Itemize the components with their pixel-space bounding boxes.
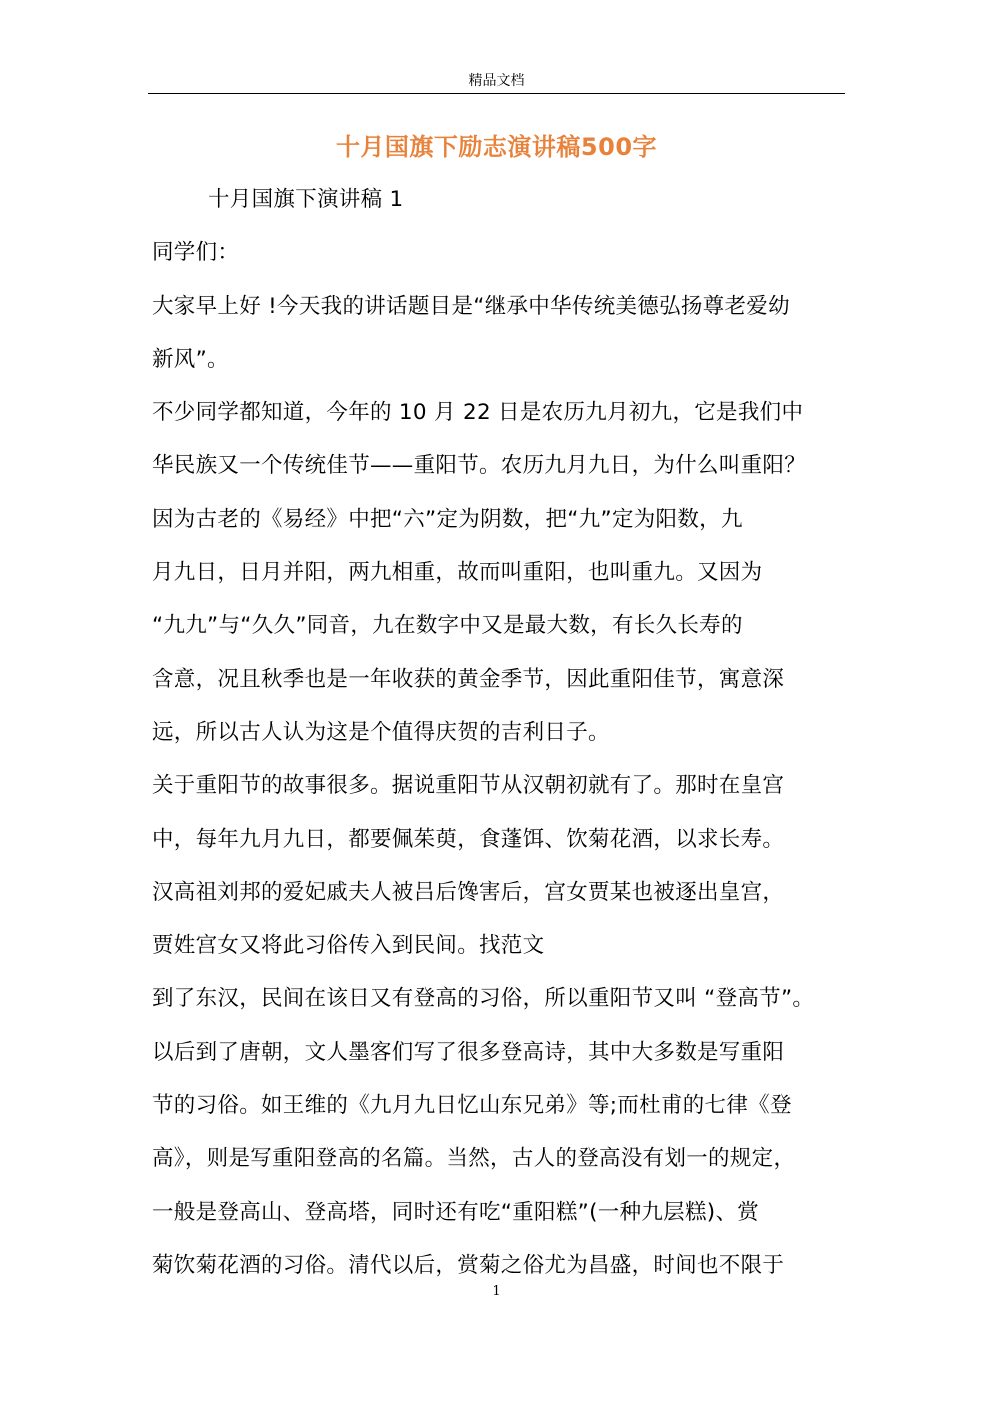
body-line: 同学们： [152,240,240,266]
document-title: 十月国旗下励志演讲稿500字 [335,133,658,161]
body-line: 中，每年九月九日，都要佩茱萸，食蓬饵、饮菊花酒，以求长寿。 [152,826,785,852]
body-line: 关于重阳节的故事很多。据说重阳节从汉朝初就有了。那时在皇宫 [152,773,785,799]
body-line: 月九日，日月并阳，两九相重，故而叫重阳，也叫重九。又因为 [152,560,763,586]
page-number: 1 [492,1284,501,1299]
body-line: 贾姓宫女又将此习俗传入到民间。找范文 [152,933,545,959]
body-line: 高》，则是写重阳登高的名篇。当然，古人的登高没有划一的规定， [152,1146,796,1172]
body-line: 含意，况且秋季也是一年收获的黄金季节，因此重阳佳节，寓意深 [152,666,785,692]
body-line: 新风”。 [152,346,229,372]
body-line: 因为古老的《易经》中把“六”定为阴数，把“九”定为阳数，九 [152,506,743,532]
document-body [152,180,852,1299]
page-header: 精品文档 [468,73,525,89]
body-line: 以后到了唐朝，文人墨客们写了很多登高诗，其中大多数是写重阳 [152,1039,785,1065]
body-line: 菊饮菊花酒的习俗。清代以后，赏菊之俗尤为昌盛，时间也不限于 [152,1252,785,1278]
body-line: 华民族又一个传统佳节——重阳节。农历九月九日，为什么叫重阳？ [152,453,807,479]
body-line: 大家早上好 !今天我的讲话题目是“继承中华传统美德弘扬尊老爱幼 [152,293,790,319]
body-line: 汉高祖刘邦的爱妃戚夫人被吕后馋害后，宫女贾某也被逐出皇宫， [152,879,785,905]
body-line: 不少同学都知道，今年的 10 月 22 日是农历九月初九，它是我们中 [152,400,804,426]
body-line: 节的习俗。如王维的《九月九日忆山东兄弟》等;而杜甫的七律《登 [152,1093,792,1119]
body-line: 一般是登高山、登高塔，同时还有吃“重阳糕”(一种九层糕)、赏 [152,1199,760,1225]
body-line: 到了东汉，民间在该日又有登高的习俗，所以重阳节又叫 “登高节”。 [152,986,815,1012]
body-line: “九九”与“久久”同音，九在数字中又是最大数，有长久长寿的 [152,613,743,639]
body-line: 远，所以古人认为这是个值得庆贺的吉利日子。 [152,719,610,745]
subtitle-line: 十月国旗下演讲稿 1 [208,187,404,212]
header-divider [148,93,845,94]
